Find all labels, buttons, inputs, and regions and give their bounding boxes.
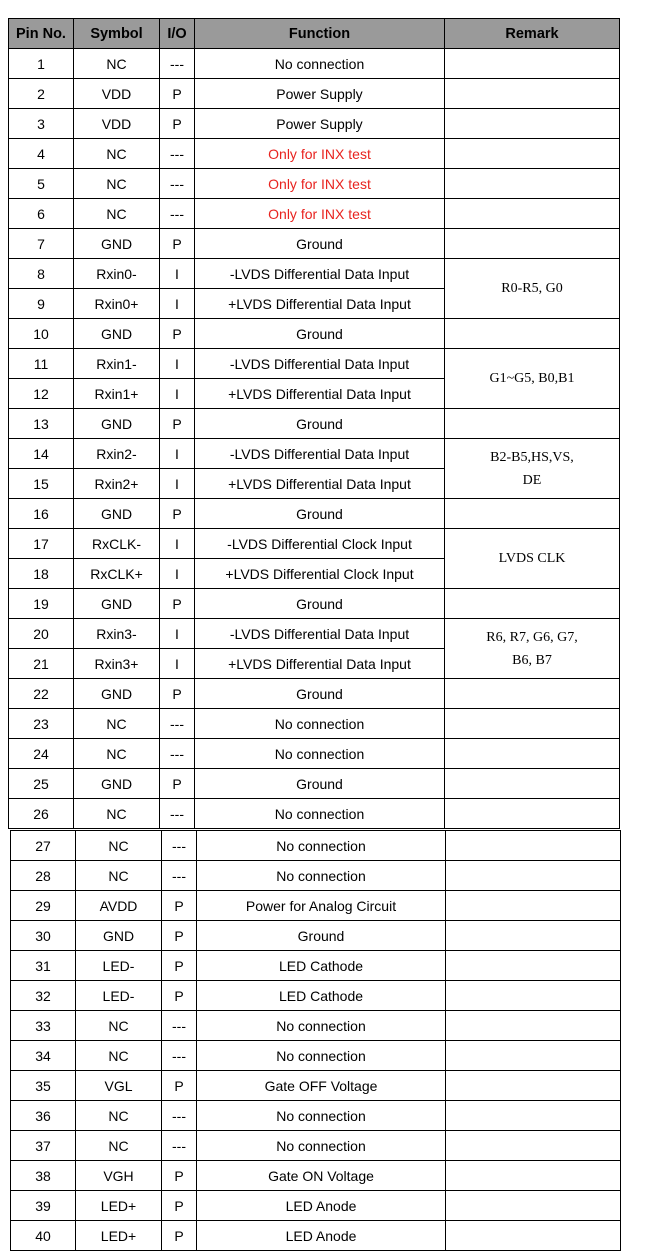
table-row bbox=[11, 1221, 621, 1251]
table-row bbox=[9, 529, 620, 559]
pin-io: --- bbox=[160, 139, 195, 169]
pin-symbol: RxCLK- bbox=[74, 529, 160, 559]
pin-io: P bbox=[162, 951, 197, 981]
pin-symbol: Rxin3+ bbox=[74, 649, 160, 679]
pin-remark bbox=[446, 1071, 621, 1101]
pin-number: 1 bbox=[9, 49, 74, 79]
table-header-row bbox=[9, 19, 620, 49]
pin-function: Only for INX test bbox=[195, 139, 445, 169]
remark-text: B6, B7 bbox=[512, 652, 552, 668]
pin-io: --- bbox=[162, 1041, 197, 1071]
pin-io: --- bbox=[162, 1011, 197, 1041]
pin-remark bbox=[446, 1011, 621, 1041]
pin-remark bbox=[446, 1161, 621, 1191]
pin-symbol: NC bbox=[76, 1041, 162, 1071]
table-row bbox=[9, 349, 620, 379]
pin-function: +LVDS Differential Data Input bbox=[195, 379, 445, 409]
pin-symbol: Rxin1- bbox=[74, 349, 160, 379]
pin-number: 6 bbox=[9, 199, 74, 229]
table-row bbox=[9, 739, 620, 769]
pin-function: No connection bbox=[195, 49, 445, 79]
pin-number: 39 bbox=[11, 1191, 76, 1221]
pin-io: I bbox=[160, 619, 195, 649]
pin-function: Ground bbox=[195, 319, 445, 349]
pin-remark bbox=[445, 739, 620, 769]
table-row bbox=[11, 1101, 621, 1131]
pin-io: P bbox=[160, 769, 195, 799]
pin-number: 35 bbox=[11, 1071, 76, 1101]
pin-function: LED Cathode bbox=[197, 981, 446, 1011]
pin-io: --- bbox=[160, 799, 195, 829]
table-row bbox=[11, 831, 621, 861]
pin-function: +LVDS Differential Data Input bbox=[195, 649, 445, 679]
pin-symbol: VGL bbox=[76, 1071, 162, 1101]
table-row bbox=[9, 49, 620, 79]
pin-function: No connection bbox=[195, 799, 445, 829]
pin-symbol: VGH bbox=[76, 1161, 162, 1191]
pin-io: I bbox=[160, 259, 195, 289]
pin-number: 7 bbox=[9, 229, 74, 259]
remark-text: DE bbox=[522, 472, 542, 488]
pin-function: +LVDS Differential Data Input bbox=[195, 469, 445, 499]
table-row bbox=[11, 1161, 621, 1191]
pin-function: Ground bbox=[195, 499, 445, 529]
pin-remark bbox=[445, 229, 620, 259]
pin-symbol: GND bbox=[74, 319, 160, 349]
pin-io: P bbox=[160, 79, 195, 109]
pin-io: --- bbox=[160, 709, 195, 739]
pin-io: P bbox=[162, 1161, 197, 1191]
pin-remark bbox=[446, 1221, 621, 1251]
pin-number: 27 bbox=[11, 831, 76, 861]
pin-remark bbox=[445, 259, 620, 319]
pin-symbol: Rxin1+ bbox=[74, 379, 160, 409]
pin-function: No connection bbox=[197, 1011, 446, 1041]
pin-number: 30 bbox=[11, 921, 76, 951]
pin-io: I bbox=[160, 349, 195, 379]
pin-symbol: GND bbox=[74, 589, 160, 619]
pin-number: 40 bbox=[11, 1221, 76, 1251]
table-row bbox=[11, 1011, 621, 1041]
pin-io: --- bbox=[160, 199, 195, 229]
pin-function: No connection bbox=[197, 1101, 446, 1131]
pin-function: Ground bbox=[195, 589, 445, 619]
pin-remark bbox=[445, 169, 620, 199]
pin-remark bbox=[445, 799, 620, 829]
pin-remark bbox=[446, 1101, 621, 1131]
pin-remark bbox=[445, 619, 620, 679]
table-row bbox=[9, 319, 620, 349]
pin-function: Ground bbox=[195, 769, 445, 799]
pin-function: Ground bbox=[195, 229, 445, 259]
pin-number: 18 bbox=[9, 559, 74, 589]
pin-remark bbox=[445, 349, 620, 409]
pin-io: P bbox=[162, 1071, 197, 1101]
pin-symbol: LED+ bbox=[76, 1221, 162, 1251]
table-row bbox=[9, 589, 620, 619]
table-row bbox=[11, 1041, 621, 1071]
pin-function: Power Supply bbox=[195, 79, 445, 109]
pin-symbol: NC bbox=[76, 1101, 162, 1131]
pin-symbol: AVDD bbox=[76, 891, 162, 921]
pin-function: Only for INX test bbox=[195, 169, 445, 199]
pin-number: 19 bbox=[9, 589, 74, 619]
table-row bbox=[11, 921, 621, 951]
pin-remark bbox=[446, 831, 621, 861]
pin-symbol: NC bbox=[74, 139, 160, 169]
remark-text: B2-B5,HS,VS, bbox=[490, 449, 574, 465]
pin-symbol: NC bbox=[76, 1011, 162, 1041]
table-row bbox=[9, 139, 620, 169]
pin-remark bbox=[445, 409, 620, 439]
pin-symbol: LED- bbox=[76, 951, 162, 981]
pin-symbol: RxCLK+ bbox=[74, 559, 160, 589]
pin-symbol: VDD bbox=[74, 79, 160, 109]
pin-remark bbox=[445, 109, 620, 139]
pin-remark bbox=[446, 861, 621, 891]
table-row bbox=[11, 951, 621, 981]
pin-function: No connection bbox=[197, 861, 446, 891]
pin-function: -LVDS Differential Data Input bbox=[195, 259, 445, 289]
pin-symbol: NC bbox=[76, 831, 162, 861]
pin-number: 22 bbox=[9, 679, 74, 709]
pin-number: 32 bbox=[11, 981, 76, 1011]
pin-io: P bbox=[162, 1191, 197, 1221]
pin-number: 29 bbox=[11, 891, 76, 921]
pin-remark bbox=[445, 199, 620, 229]
header-io: I/O bbox=[160, 19, 195, 49]
pin-io: I bbox=[160, 439, 195, 469]
pin-symbol: Rxin0+ bbox=[74, 289, 160, 319]
table-row bbox=[9, 709, 620, 739]
pin-remark bbox=[446, 1131, 621, 1161]
pin-number: 28 bbox=[11, 861, 76, 891]
pin-number: 11 bbox=[9, 349, 74, 379]
pin-function: +LVDS Differential Clock Input bbox=[195, 559, 445, 589]
pin-function: -LVDS Differential Data Input bbox=[195, 619, 445, 649]
pin-function: LED Cathode bbox=[197, 951, 446, 981]
pin-io: P bbox=[160, 679, 195, 709]
table-row bbox=[9, 229, 620, 259]
pin-remark bbox=[445, 49, 620, 79]
pin-remark bbox=[446, 921, 621, 951]
pin-function: +LVDS Differential Data Input bbox=[195, 289, 445, 319]
pin-number: 21 bbox=[9, 649, 74, 679]
pin-table-part1 bbox=[8, 18, 620, 829]
pin-io: --- bbox=[160, 49, 195, 79]
pin-io: --- bbox=[162, 1101, 197, 1131]
pin-function: No connection bbox=[197, 1131, 446, 1161]
pin-symbol: GND bbox=[74, 499, 160, 529]
pin-function: Power for Analog Circuit bbox=[197, 891, 446, 921]
pin-io: P bbox=[160, 319, 195, 349]
pin-io: --- bbox=[160, 169, 195, 199]
pin-remark bbox=[445, 529, 620, 589]
header-function: Function bbox=[195, 19, 445, 49]
pin-remark bbox=[446, 1041, 621, 1071]
pin-io: I bbox=[160, 379, 195, 409]
pin-io: P bbox=[162, 1221, 197, 1251]
pin-number: 25 bbox=[9, 769, 74, 799]
pin-function: Ground bbox=[197, 921, 446, 951]
pin-remark bbox=[445, 769, 620, 799]
pin-io: --- bbox=[162, 1131, 197, 1161]
pin-function: LED Anode bbox=[197, 1221, 446, 1251]
pin-number: 24 bbox=[9, 739, 74, 769]
pin-number: 37 bbox=[11, 1131, 76, 1161]
pin-symbol: Rxin0- bbox=[74, 259, 160, 289]
pin-remark bbox=[446, 1191, 621, 1221]
pin-io: --- bbox=[162, 861, 197, 891]
table-row bbox=[11, 861, 621, 891]
pin-number: 17 bbox=[9, 529, 74, 559]
pin-symbol: NC bbox=[74, 799, 160, 829]
pin-number: 10 bbox=[9, 319, 74, 349]
pin-symbol: NC bbox=[74, 49, 160, 79]
pin-function: No connection bbox=[197, 1041, 446, 1071]
pin-io: P bbox=[160, 589, 195, 619]
pin-number: 4 bbox=[9, 139, 74, 169]
pin-symbol: NC bbox=[74, 169, 160, 199]
pin-remark bbox=[446, 891, 621, 921]
remark-text: R6, R7, G6, G7, bbox=[486, 629, 578, 645]
pin-symbol: NC bbox=[74, 739, 160, 769]
pin-io: --- bbox=[162, 831, 197, 861]
table-row bbox=[9, 799, 620, 829]
remark-text: R0-R5, G0 bbox=[501, 281, 563, 296]
pin-number: 16 bbox=[9, 499, 74, 529]
pin-number: 3 bbox=[9, 109, 74, 139]
table-row bbox=[11, 1131, 621, 1161]
pin-symbol: GND bbox=[76, 921, 162, 951]
pin-function: Only for INX test bbox=[195, 199, 445, 229]
pin-number: 8 bbox=[9, 259, 74, 289]
pin-function: No connection bbox=[197, 831, 446, 861]
pin-symbol: VDD bbox=[74, 109, 160, 139]
pin-function: Ground bbox=[195, 679, 445, 709]
table-row bbox=[11, 891, 621, 921]
pin-table-part2 bbox=[10, 830, 621, 1251]
pin-number: 5 bbox=[9, 169, 74, 199]
table-row bbox=[9, 409, 620, 439]
pin-number: 14 bbox=[9, 439, 74, 469]
pin-io: P bbox=[162, 981, 197, 1011]
pin-io: P bbox=[160, 109, 195, 139]
pin-remark bbox=[446, 981, 621, 1011]
table-row bbox=[11, 1071, 621, 1101]
header-pin: Pin No. bbox=[9, 19, 74, 49]
pin-io: I bbox=[160, 559, 195, 589]
header-symbol: Symbol bbox=[74, 19, 160, 49]
pin-io: P bbox=[162, 921, 197, 951]
pin-remark bbox=[445, 319, 620, 349]
pin-number: 33 bbox=[11, 1011, 76, 1041]
pin-remark bbox=[445, 499, 620, 529]
pin-function: Power Supply bbox=[195, 109, 445, 139]
table-row bbox=[9, 679, 620, 709]
pin-io: I bbox=[160, 649, 195, 679]
pin-number: 12 bbox=[9, 379, 74, 409]
pin-symbol: Rxin3- bbox=[74, 619, 160, 649]
pin-symbol: LED- bbox=[76, 981, 162, 1011]
pin-number: 2 bbox=[9, 79, 74, 109]
pin-number: 36 bbox=[11, 1101, 76, 1131]
pin-io: P bbox=[160, 499, 195, 529]
pin-number: 13 bbox=[9, 409, 74, 439]
pin-number: 38 bbox=[11, 1161, 76, 1191]
pin-number: 34 bbox=[11, 1041, 76, 1071]
pin-remark bbox=[445, 679, 620, 709]
pin-io: P bbox=[160, 229, 195, 259]
pin-symbol: NC bbox=[76, 861, 162, 891]
table-row bbox=[11, 981, 621, 1011]
pin-remark bbox=[445, 709, 620, 739]
pin-remark bbox=[445, 439, 620, 499]
pin-remark bbox=[445, 589, 620, 619]
pin-function: -LVDS Differential Data Input bbox=[195, 439, 445, 469]
pin-symbol: NC bbox=[74, 709, 160, 739]
pin-number: 20 bbox=[9, 619, 74, 649]
header-remark: Remark bbox=[445, 19, 620, 49]
table-row bbox=[9, 109, 620, 139]
table-row bbox=[9, 199, 620, 229]
table-row bbox=[9, 439, 620, 469]
pin-symbol: GND bbox=[74, 409, 160, 439]
pin-symbol: NC bbox=[76, 1131, 162, 1161]
pin-function: Gate OFF Voltage bbox=[197, 1071, 446, 1101]
pin-symbol: NC bbox=[74, 199, 160, 229]
pin-symbol: GND bbox=[74, 229, 160, 259]
pin-function: -LVDS Differential Clock Input bbox=[195, 529, 445, 559]
pin-function: No connection bbox=[195, 739, 445, 769]
pin-number: 26 bbox=[9, 799, 74, 829]
table-row bbox=[9, 169, 620, 199]
pin-io: --- bbox=[160, 739, 195, 769]
pin-function: Ground bbox=[195, 409, 445, 439]
pin-io: I bbox=[160, 469, 195, 499]
pin-remark bbox=[446, 951, 621, 981]
pin-symbol: GND bbox=[74, 679, 160, 709]
pin-io: P bbox=[162, 891, 197, 921]
pin-number: 31 bbox=[11, 951, 76, 981]
pin-remark bbox=[445, 79, 620, 109]
pin-symbol: Rxin2- bbox=[74, 439, 160, 469]
table-row bbox=[9, 619, 620, 649]
pin-io: P bbox=[160, 409, 195, 439]
pin-symbol: GND bbox=[74, 769, 160, 799]
pin-function: LED Anode bbox=[197, 1191, 446, 1221]
pin-remark bbox=[445, 139, 620, 169]
pin-io: I bbox=[160, 289, 195, 319]
table-row bbox=[9, 259, 620, 289]
pin-number: 23 bbox=[9, 709, 74, 739]
pin-number: 9 bbox=[9, 289, 74, 319]
pin-function: No connection bbox=[195, 709, 445, 739]
pin-io: I bbox=[160, 529, 195, 559]
pin-symbol: Rxin2+ bbox=[74, 469, 160, 499]
pin-symbol: LED+ bbox=[76, 1191, 162, 1221]
table-row bbox=[9, 769, 620, 799]
table-row bbox=[9, 79, 620, 109]
table-row bbox=[9, 499, 620, 529]
pin-number: 15 bbox=[9, 469, 74, 499]
remark-text: LVDS CLK bbox=[498, 551, 566, 566]
pin-function: Gate ON Voltage bbox=[197, 1161, 446, 1191]
remark-text: G1~G5, B0,B1 bbox=[489, 371, 575, 386]
table-row bbox=[11, 1191, 621, 1221]
pin-function: -LVDS Differential Data Input bbox=[195, 349, 445, 379]
